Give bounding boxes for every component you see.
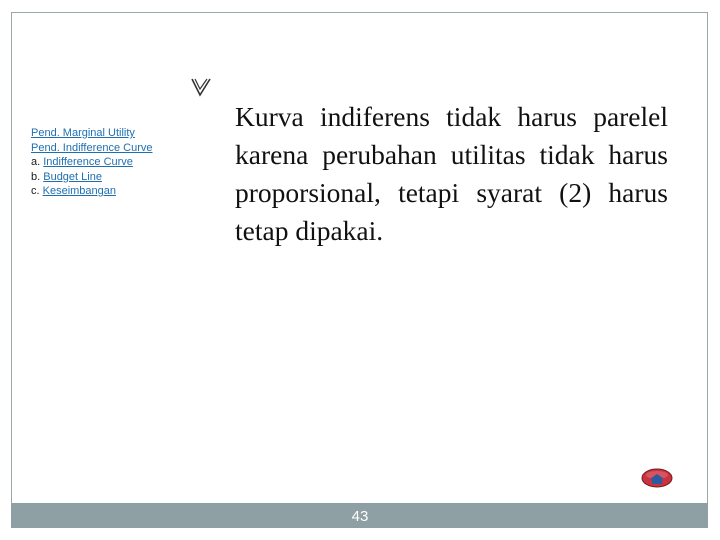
main-content (190, 70, 668, 277)
nav-item-marginal-utility (31, 126, 152, 141)
nav-prefix: c. (31, 185, 43, 197)
page-number: 43 (351, 508, 369, 525)
nav-item-budget-line (31, 170, 152, 185)
link-budget-line[interactable]: Budget Line (43, 170, 102, 183)
main-paragraph: Kurva indiferens tidak harus parelel karena perubahan utilitas tidak harus proporsional, tetapi syarat (2) harus tetap dipakai. (235, 100, 668, 246)
sidebar-nav (31, 126, 152, 199)
nav-item-keseimbangan (31, 184, 152, 199)
home-button-icon[interactable] (641, 468, 673, 488)
link-keseimbangan[interactable]: Keseimbangan (42, 185, 117, 197)
checkmark-bullet-icon (190, 76, 212, 98)
nav-item-indifference-curve-approach (31, 141, 152, 156)
link-marginal-utility[interactable]: Pend. Marginal Utility (31, 127, 135, 139)
nav-item-indifference-curve (31, 155, 152, 170)
link-indifference-curve[interactable]: Indifference Curve (43, 156, 133, 168)
nav-prefix: a. (31, 156, 44, 168)
link-indifference-curve-approach[interactable]: Pend. Indifference Curve (31, 141, 153, 154)
nav-prefix: b. (31, 170, 44, 183)
